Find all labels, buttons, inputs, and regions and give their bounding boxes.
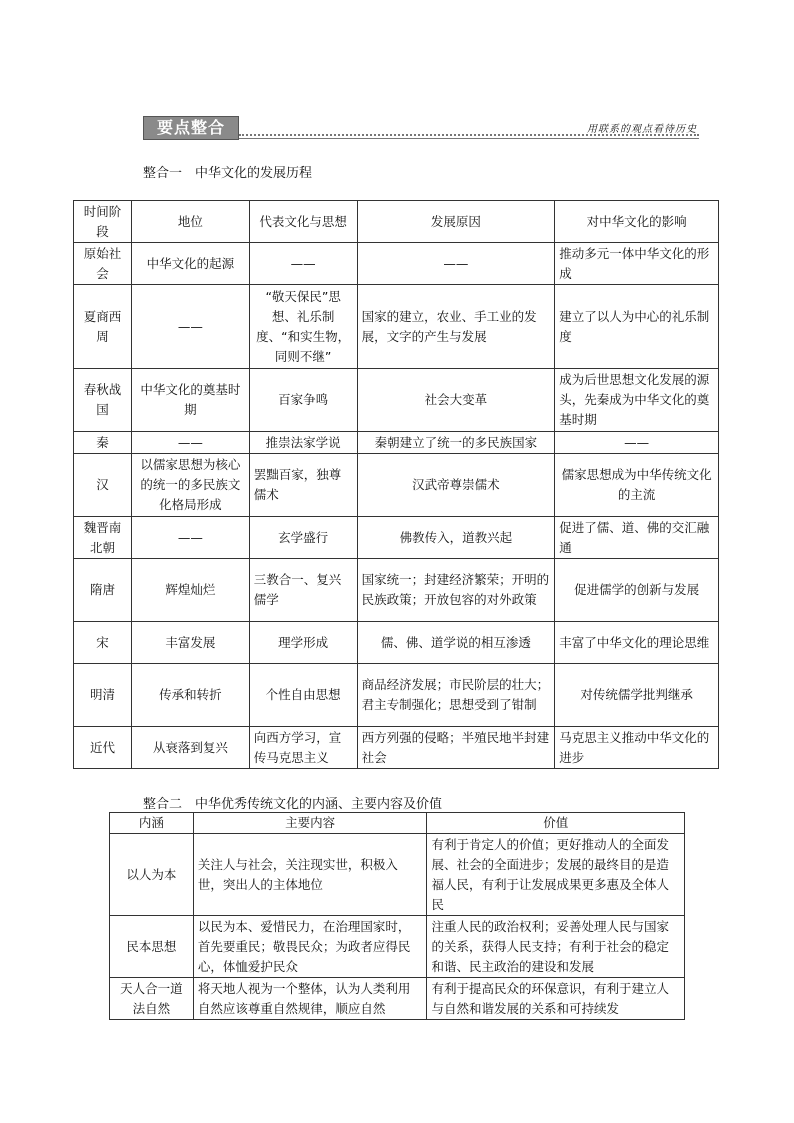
table-cell: 成为后世思想文化发展的源头，先秦成为中华文化的奠基时期 <box>555 369 719 432</box>
table-cell: 隋唐 <box>74 559 132 622</box>
section2-title: 整合二 中华优秀传统文化的内涵、主要内容及价值 <box>143 797 443 812</box>
table-cell: 促进了儒、道、佛的交汇融通 <box>555 517 719 559</box>
table-row <box>74 727 719 769</box>
header-cell: 价值 <box>427 813 685 834</box>
table-cell: 推动多元一体中华文化的形成 <box>555 243 719 285</box>
table-cell: 原始社会 <box>74 243 132 285</box>
section1-title: 整合一 中华文化的发展历程 <box>143 166 313 181</box>
table-cell: 商品经济发展；市民阶层的壮大；君主专制强化；思想受到了钳制 <box>357 664 555 727</box>
table-cell: 以民为本、爱惜民力，在治理国家时，首先要重民；敬畏民众；为政者应得民心，体恤爱护民众 <box>193 916 427 978</box>
table-cell: 三教合一、复兴儒学 <box>249 559 357 622</box>
table-cell: 注重人民的政治权利；妥善处理人民与国家的关系，获得人民支持；有利于社会的稳定和谐、民主政治的建设和发展 <box>427 916 685 978</box>
header-cell: 对中华文化的影响 <box>555 201 719 243</box>
table-cell: 个性自由思想 <box>249 664 357 727</box>
section-header-bar <box>143 116 699 140</box>
table-cell: 儒、佛、道学说的相互渗透 <box>357 622 555 664</box>
header-tag: 要点整合 <box>143 116 239 140</box>
table-cell: 西方列强的侵略；半殖民地半封建社会 <box>357 727 555 769</box>
table-cell: 以人为本 <box>110 834 194 916</box>
table-cell: 百家争鸣 <box>249 369 357 432</box>
header-cell: 发展原因 <box>357 201 555 243</box>
table-cell: 汉武帝尊崇儒术 <box>357 454 555 517</box>
table-row <box>110 978 685 1020</box>
table-cell: 秦 <box>74 432 132 454</box>
table-row <box>74 432 719 454</box>
table-cell: 中华文化的奠基时期 <box>131 369 249 432</box>
table-cell: 天人合一道法自然 <box>110 978 194 1020</box>
table-row <box>110 916 685 978</box>
table-header-row <box>74 201 719 243</box>
table-cell: 中华文化的起源 <box>131 243 249 285</box>
table-cell: 国家统一；封建经济繁荣；开明的民族政策；开放包容的对外政策 <box>357 559 555 622</box>
table-cell: 罢黜百家，独尊儒术 <box>249 454 357 517</box>
table-cell: 儒家思想成为中华传统文化的主流 <box>555 454 719 517</box>
table-row <box>74 369 719 432</box>
traditional-culture-table <box>109 812 685 1020</box>
table-cell: —— <box>357 243 555 285</box>
table-row <box>74 454 719 517</box>
table-cell: 建立了以人为中心的礼乐制度 <box>555 285 719 369</box>
table-cell: 促进儒学的创新与发展 <box>555 559 719 622</box>
table-row <box>74 517 719 559</box>
table-cell: 秦朝建立了统一的多民族国家 <box>357 432 555 454</box>
table-cell: —— <box>131 517 249 559</box>
table-cell: 传承和转折 <box>131 664 249 727</box>
table-cell: —— <box>555 432 719 454</box>
table-cell: 丰富了中华文化的理论思维 <box>555 622 719 664</box>
table-cell: 国家的建立，农业、手工业的发展，文字的产生与发展 <box>357 285 555 369</box>
table-cell: 民本思想 <box>110 916 194 978</box>
table-cell: 马克思主义推动中华文化的进步 <box>555 727 719 769</box>
table-cell: 理学形成 <box>249 622 357 664</box>
table-cell: 有利于提高民众的环保意识，有利于建立人与自然和谐发展的关系和可持续发 <box>427 978 685 1020</box>
header-cell: 代表文化与思想 <box>249 201 357 243</box>
table-cell: —— <box>131 432 249 454</box>
table-cell: 明清 <box>74 664 132 727</box>
header-divider <box>239 138 699 139</box>
table-row <box>74 559 719 622</box>
table-cell: 将天地人视为一个整体，认为人类利用自然应该尊重自然规律，顺应自然 <box>193 978 427 1020</box>
table-cell: 关注人与社会，关注现实世，积极入世，突出人的主体地位 <box>193 834 427 916</box>
header-cell: 时间阶段 <box>74 201 132 243</box>
table-row <box>74 664 719 727</box>
table-cell: 以儒家思想为核心的统一的多民族文化格局形成 <box>131 454 249 517</box>
table-cell: 汉 <box>74 454 132 517</box>
table-cell: —— <box>249 243 357 285</box>
table-row <box>110 834 685 916</box>
table-cell: 向西方学习，宣传马克思主义 <box>249 727 357 769</box>
table-cell: 宋 <box>74 622 132 664</box>
table-cell: 夏商西周 <box>74 285 132 369</box>
table-cell: 辉煌灿烂 <box>131 559 249 622</box>
table-header-row <box>110 813 685 834</box>
table-cell: 有利于肯定人的价值；更好推动人的全面发展、社会的全面进步；发展的最终目的是造福人民，有利于让发展成果更多惠及全体人民 <box>427 834 685 916</box>
header-subtitle: 用联系的观点看待历史 <box>587 124 697 135</box>
header-cell: 主要内容 <box>193 813 427 834</box>
table-row <box>74 243 719 285</box>
table-cell: 近代 <box>74 727 132 769</box>
table-cell: “敬天保民”思想、礼乐制度、“和实生物，同则不继” <box>249 285 357 369</box>
table-cell: 春秋战国 <box>74 369 132 432</box>
table-cell: 社会大变革 <box>357 369 555 432</box>
table-cell: 对传统儒学批判继承 <box>555 664 719 727</box>
table-cell: 魏晋南北朝 <box>74 517 132 559</box>
table-cell: 玄学盛行 <box>249 517 357 559</box>
table-cell: —— <box>131 285 249 369</box>
table-cell: 推崇法家学说 <box>249 432 357 454</box>
table-cell: 从衰落到复兴 <box>131 727 249 769</box>
table-row <box>74 285 719 369</box>
header-cell: 内涵 <box>110 813 194 834</box>
table-cell: 佛教传入，道教兴起 <box>357 517 555 559</box>
table-cell: 丰富发展 <box>131 622 249 664</box>
development-history-table <box>73 200 719 769</box>
table-row <box>74 622 719 664</box>
header-cell: 地位 <box>131 201 249 243</box>
